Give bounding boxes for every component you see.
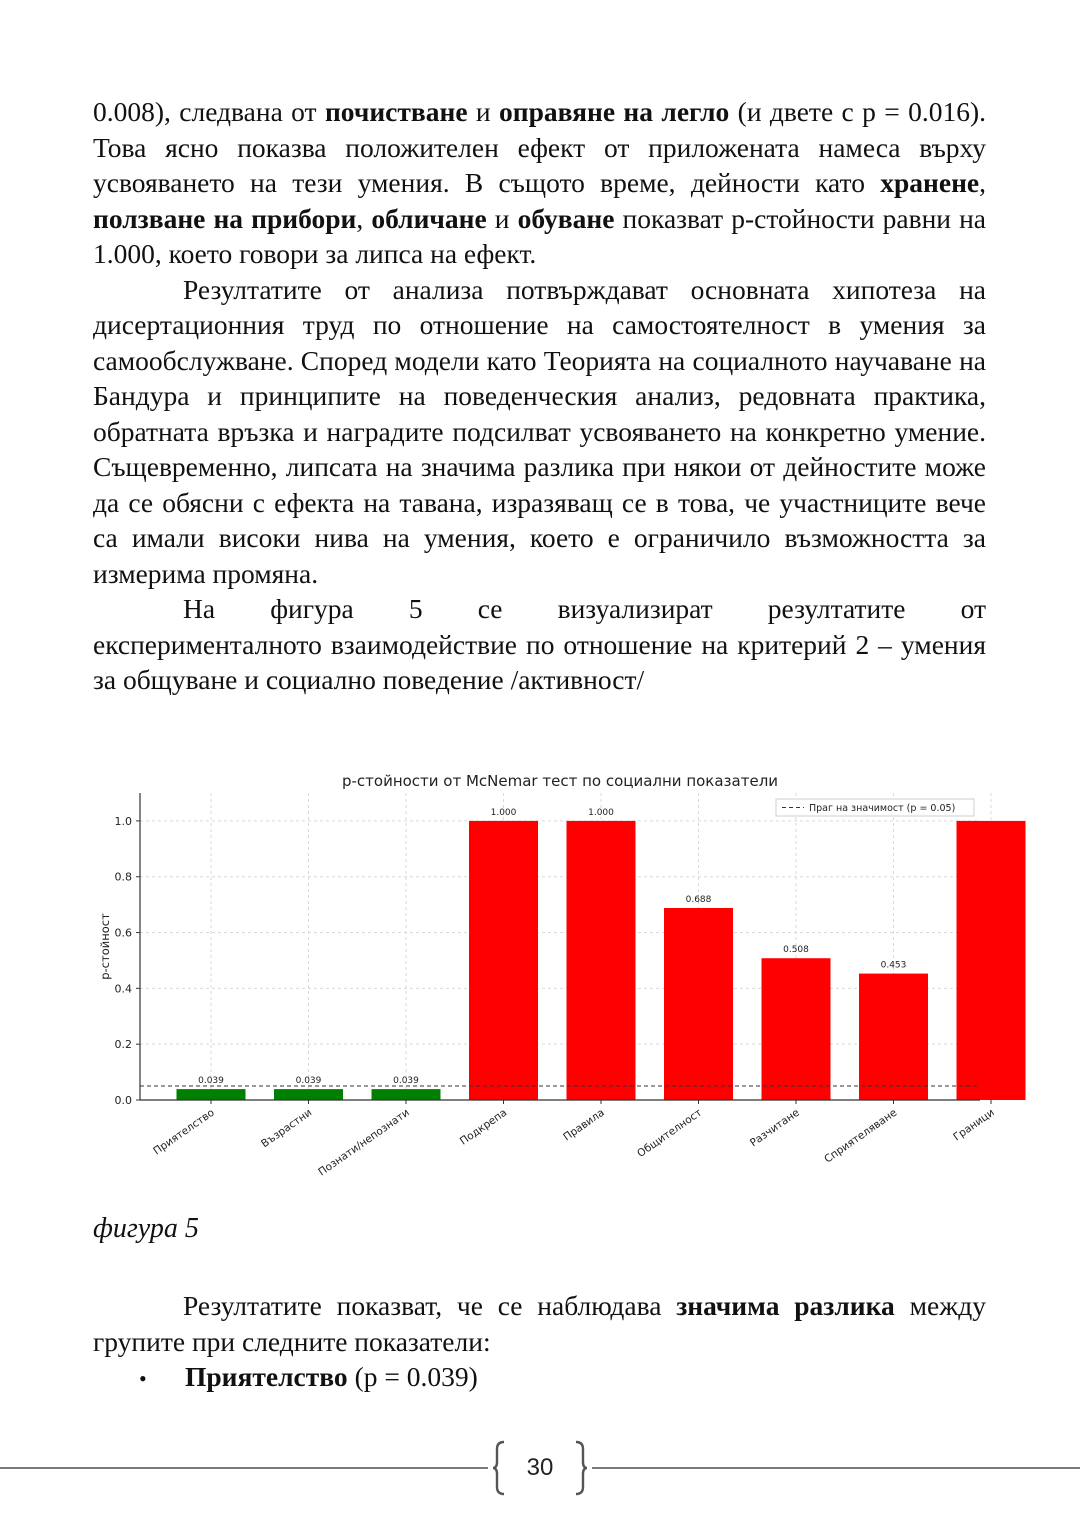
footer-rule-right xyxy=(592,1467,1080,1469)
footer-rule-left xyxy=(0,1467,488,1469)
bar xyxy=(762,958,831,1100)
bar-value-label: 0.039 xyxy=(393,1076,419,1087)
y-tick-label: 0.6 xyxy=(114,926,132,940)
x-tick-label: Разчитане xyxy=(747,1106,802,1150)
y-axis-label: p-стойност xyxy=(98,913,112,980)
bold-term: Приятелство xyxy=(185,1361,348,1392)
bar-value-label: 1.000 xyxy=(490,807,517,818)
bar xyxy=(372,1089,441,1100)
body-text-bottom xyxy=(93,1288,986,1397)
bar-value-label: 0.688 xyxy=(685,894,712,905)
paragraph-3-rest: експерименталното взаимодействие по отношение на критерий 2 – умения за общуване и социално поведение /активност/ xyxy=(93,628,986,695)
y-tick-label: 1.0 xyxy=(114,814,132,828)
bar xyxy=(177,1089,246,1100)
y-tick-label: 0.8 xyxy=(114,870,132,884)
bar xyxy=(567,821,636,1100)
list-item: • Приятелство (p = 0.039) xyxy=(93,1359,986,1397)
page-number: 30 xyxy=(526,1454,554,1481)
chart-title: p-стойности от McNemar тест по социални показатели xyxy=(341,772,779,790)
paragraph-2: Резултатите от анализа потвърждават основната хипотеза на дисертационния труд по отношение на самостоятелност в умения за самообслужване. Според модели като Теорията на социалното научаване на Бандура и принципите на поведенческия анализ, редовната практика, обратната връзка и наградите подсилват усвояването на конкретно умение. Същевременно, липсата на значима разлика при някои от дейностите може да се обясни с ефекта на тавана, изразяващ се в това, че участниците вече са имали високи нива на умения, което е ограничило възможността за измерима промяна. xyxy=(93,273,986,589)
x-tick-label: Приятелство xyxy=(151,1106,217,1158)
bold-term: значима разлика xyxy=(676,1290,895,1321)
bar xyxy=(469,821,538,1100)
y-tick-label: 0.4 xyxy=(114,982,132,996)
bar-value-label: 1.000 xyxy=(588,807,614,818)
bar xyxy=(664,908,733,1100)
x-tick-label: Сприятеляване xyxy=(822,1106,900,1166)
x-tick-label: Познати/непознати xyxy=(316,1106,412,1179)
bold-term: обличане xyxy=(371,202,487,234)
x-tick-label: Възрастни xyxy=(259,1106,315,1151)
x-tick-label: Правила xyxy=(561,1106,607,1144)
legend-label: Праг на значимост (p = 0.05) xyxy=(809,803,956,814)
x-tick-label: Общителност xyxy=(635,1106,705,1161)
bar-value-label: 0.508 xyxy=(783,945,809,956)
x-tick-label: Граници xyxy=(951,1106,997,1144)
bar-value-label: 0.039 xyxy=(295,1076,322,1087)
bar xyxy=(274,1089,343,1100)
bar xyxy=(957,821,1026,1100)
bar xyxy=(859,974,928,1100)
body-text-top xyxy=(93,94,986,698)
figure-caption: фигура 5 xyxy=(93,1213,199,1244)
paragraph-1: 0.008), следвана от почистване и оправяне на легло (и двете с p = 0.016). Това ясно показва положителен ефект от приложената намеса върху усвояването на тези умения. В същото време, дейности като хранене, ползване на прибори, обличане и обуване показват p-стойности равни на 1.000, което говори за липса на ефект. xyxy=(93,96,987,269)
bold-term: хранене xyxy=(880,167,980,198)
bold-term: обуване xyxy=(517,202,615,234)
bold-term: почистване xyxy=(324,96,468,127)
paragraph-4: Резултатите показват, че се наблюдава значима разлика между групите при следните показатели: xyxy=(93,1290,986,1357)
x-tick-label: Подкрепа xyxy=(457,1106,510,1148)
bold-term: оправяне на легло xyxy=(499,96,730,127)
figure-5-chart xyxy=(96,766,997,1196)
paragraph-3-line1: На фигура 5 се визуализират резултатите от xyxy=(183,593,986,624)
bar-chart xyxy=(96,766,997,1196)
y-tick-label: 0.0 xyxy=(114,1094,132,1107)
bar-value-label: 0.453 xyxy=(880,960,907,971)
bar-value-label: 0.039 xyxy=(198,1076,224,1087)
y-tick-label: 0.2 xyxy=(114,1038,132,1052)
bullet-icon: • xyxy=(139,1366,147,1391)
bold-term: ползване на прибори xyxy=(93,202,357,234)
